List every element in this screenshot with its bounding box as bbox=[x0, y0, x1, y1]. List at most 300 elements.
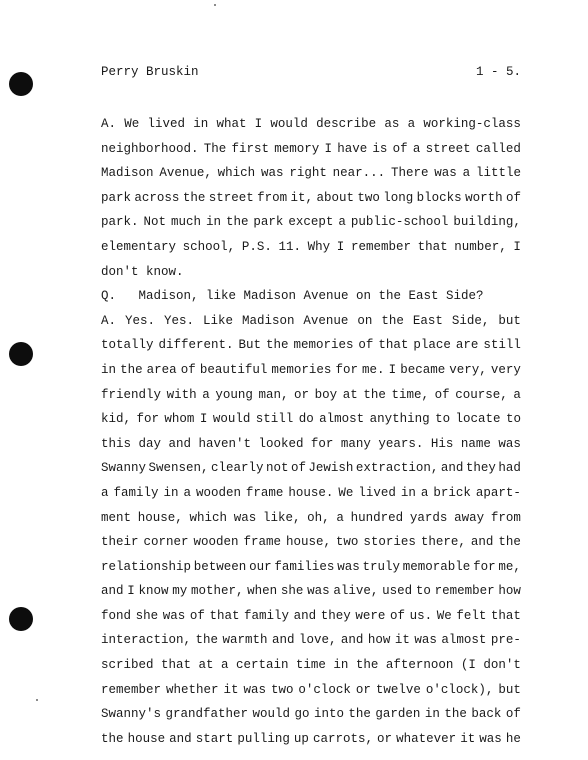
word: very bbox=[490, 362, 521, 377]
word: house. bbox=[288, 485, 334, 500]
word: to bbox=[415, 584, 431, 599]
word: park bbox=[253, 215, 284, 230]
word: became bbox=[400, 362, 446, 377]
word: still bbox=[255, 412, 294, 427]
word: would bbox=[270, 117, 308, 131]
punch-hole-bottom bbox=[9, 607, 33, 631]
word: carrots, bbox=[312, 731, 373, 746]
word: and bbox=[293, 608, 317, 623]
word: wooden bbox=[195, 485, 241, 500]
word: for bbox=[136, 412, 159, 427]
word: had bbox=[498, 461, 521, 476]
word: love, bbox=[298, 633, 337, 648]
word: except bbox=[288, 215, 334, 230]
transcript-line bbox=[101, 530, 521, 555]
word: time, bbox=[391, 387, 429, 402]
word: many bbox=[340, 436, 371, 451]
word: a bbox=[407, 117, 416, 131]
word: 11. bbox=[278, 239, 301, 254]
word: There bbox=[390, 166, 429, 181]
word: this bbox=[101, 436, 132, 451]
scan-speck bbox=[36, 699, 38, 701]
word: they bbox=[320, 608, 351, 623]
word: it bbox=[223, 682, 239, 697]
word: school, bbox=[182, 239, 236, 254]
word: Yes. bbox=[163, 313, 194, 328]
transcript-line: don't know. bbox=[101, 264, 184, 279]
word: a bbox=[513, 387, 521, 402]
word: was bbox=[498, 436, 521, 451]
word: it, bbox=[290, 190, 314, 205]
word: kid, bbox=[101, 412, 132, 427]
word: oh, bbox=[307, 510, 330, 525]
word: of bbox=[392, 141, 408, 156]
word: two bbox=[335, 535, 359, 550]
word: was bbox=[162, 608, 186, 623]
word: Jewish bbox=[308, 461, 354, 476]
word: used bbox=[382, 584, 413, 599]
word: apart- bbox=[475, 485, 521, 500]
word: but bbox=[498, 313, 521, 328]
word: o'clock), bbox=[425, 682, 494, 697]
word: and bbox=[169, 731, 192, 746]
word: whether bbox=[165, 682, 219, 697]
word: me. bbox=[362, 362, 385, 377]
word: the bbox=[381, 313, 404, 328]
word: lived bbox=[358, 485, 396, 500]
word: Swanny bbox=[101, 461, 147, 476]
word: street bbox=[208, 190, 254, 205]
word: locate bbox=[455, 412, 501, 427]
word: Side, bbox=[451, 313, 490, 328]
word: neighborhood. bbox=[101, 141, 199, 156]
word: that bbox=[209, 608, 240, 623]
word: on bbox=[357, 313, 373, 328]
word: course, bbox=[455, 387, 508, 402]
word: don't bbox=[483, 658, 521, 673]
word: almost bbox=[441, 633, 487, 648]
word: the bbox=[101, 731, 124, 746]
word: of bbox=[358, 338, 374, 353]
word: memories bbox=[271, 362, 332, 377]
word: and bbox=[340, 633, 364, 648]
word: I bbox=[254, 117, 263, 131]
word: remember bbox=[101, 682, 162, 697]
word: and bbox=[101, 584, 124, 599]
word: pre- bbox=[490, 633, 521, 648]
word: have bbox=[337, 141, 368, 156]
word: away bbox=[454, 510, 485, 525]
word: that bbox=[490, 608, 521, 623]
word: a bbox=[101, 485, 109, 500]
transcript-line bbox=[101, 407, 521, 432]
word: with bbox=[166, 387, 197, 402]
word: for bbox=[473, 559, 496, 574]
word: felt bbox=[456, 608, 487, 623]
word: pulling bbox=[237, 731, 290, 746]
word: of bbox=[290, 461, 306, 476]
word: East bbox=[412, 313, 443, 328]
word: We bbox=[124, 117, 140, 131]
word: But bbox=[238, 338, 261, 353]
word: The bbox=[203, 141, 227, 156]
word: the bbox=[120, 362, 143, 377]
word: back bbox=[471, 707, 502, 722]
word: looked bbox=[258, 436, 304, 451]
word: hundred bbox=[350, 510, 404, 525]
transcript-line bbox=[101, 161, 521, 186]
word: P.S. bbox=[241, 239, 272, 254]
word: Why bbox=[307, 239, 331, 254]
word: but bbox=[498, 682, 521, 697]
word: Avenue, bbox=[159, 166, 212, 181]
transcript-line bbox=[101, 309, 521, 334]
transcript-line bbox=[101, 383, 521, 408]
word: haven't bbox=[198, 436, 251, 451]
word: about bbox=[316, 190, 354, 205]
word: the bbox=[355, 658, 379, 673]
word: number, bbox=[454, 239, 507, 254]
transcript-line bbox=[101, 628, 521, 653]
transcript-line bbox=[101, 186, 521, 211]
interviewee-name: Perry Bruskin bbox=[101, 65, 199, 79]
word: a bbox=[412, 141, 421, 156]
word: almost bbox=[319, 412, 365, 427]
word: at bbox=[342, 387, 358, 402]
transcript-line bbox=[101, 456, 521, 481]
word: the bbox=[265, 338, 289, 353]
word: stories bbox=[363, 535, 416, 550]
word: interaction, bbox=[101, 633, 192, 648]
word: corner bbox=[143, 535, 189, 550]
word: much bbox=[170, 215, 201, 230]
word: from bbox=[490, 510, 521, 525]
word: warmth bbox=[222, 633, 268, 648]
word: certain bbox=[235, 658, 289, 673]
word: blocks bbox=[416, 190, 462, 205]
word: the bbox=[348, 707, 371, 722]
word: (I bbox=[460, 658, 476, 673]
word: two bbox=[270, 682, 294, 697]
word: Swensen, bbox=[148, 461, 209, 476]
word: house, bbox=[137, 510, 183, 525]
word: whatever bbox=[396, 731, 457, 746]
transcript-line bbox=[101, 653, 521, 678]
word: of bbox=[505, 707, 521, 722]
word: family bbox=[113, 485, 159, 500]
word: grandfather bbox=[165, 707, 248, 722]
word: family bbox=[244, 608, 290, 623]
word: in bbox=[205, 215, 221, 230]
word: His bbox=[430, 436, 454, 451]
word: was bbox=[434, 166, 457, 181]
word: yards bbox=[409, 510, 448, 525]
word: the bbox=[182, 190, 206, 205]
transcript-line bbox=[101, 112, 521, 137]
word: between bbox=[193, 559, 247, 574]
word: that bbox=[417, 239, 448, 254]
word: friendly bbox=[101, 387, 162, 402]
transcript-line bbox=[101, 702, 521, 727]
word: as bbox=[384, 117, 400, 131]
word: in bbox=[424, 707, 440, 722]
word: memory bbox=[274, 141, 320, 156]
page-number: 1 - 5. bbox=[475, 65, 521, 79]
word: my bbox=[172, 584, 188, 599]
word: two bbox=[357, 190, 380, 205]
word: like, bbox=[262, 510, 301, 525]
word: whom bbox=[164, 412, 195, 427]
word: us. bbox=[409, 608, 433, 623]
word: public-school bbox=[350, 215, 449, 230]
word: of bbox=[180, 362, 196, 377]
word: families bbox=[274, 559, 335, 574]
word: up bbox=[293, 731, 309, 746]
word: which bbox=[217, 166, 256, 181]
word: remember bbox=[350, 239, 411, 254]
word: Madison bbox=[101, 166, 154, 181]
word: would bbox=[212, 412, 251, 427]
word: the bbox=[225, 215, 249, 230]
word: there, bbox=[420, 535, 466, 550]
word: near... bbox=[332, 166, 386, 181]
word: wooden bbox=[193, 535, 239, 550]
word: Swanny's bbox=[101, 707, 162, 722]
word: of bbox=[189, 608, 205, 623]
word: describe bbox=[316, 117, 377, 131]
word: lived bbox=[147, 117, 185, 131]
word: Avenue bbox=[303, 313, 349, 328]
word: in bbox=[400, 485, 416, 500]
word: for bbox=[310, 436, 334, 451]
word: do bbox=[298, 412, 314, 427]
word: first bbox=[231, 141, 269, 156]
word: me, bbox=[498, 559, 521, 574]
word: elementary bbox=[101, 239, 177, 254]
word: o'clock bbox=[298, 682, 351, 697]
transcript-line bbox=[101, 727, 521, 752]
transcript-line bbox=[101, 555, 521, 580]
word: not bbox=[265, 461, 289, 476]
word: and bbox=[470, 535, 494, 550]
word: it bbox=[394, 633, 410, 648]
transcript-line bbox=[101, 432, 521, 457]
scan-speck bbox=[214, 4, 216, 6]
word: name bbox=[460, 436, 491, 451]
word: Like bbox=[202, 313, 233, 328]
transcript-line bbox=[101, 481, 521, 506]
word: time bbox=[295, 658, 326, 673]
word: years. bbox=[378, 436, 424, 451]
word: she bbox=[280, 584, 304, 599]
word: what bbox=[216, 117, 247, 131]
word: in bbox=[333, 658, 349, 673]
word: the bbox=[363, 387, 386, 402]
punch-hole-top bbox=[9, 72, 33, 96]
word: to bbox=[435, 412, 451, 427]
word: a bbox=[338, 215, 346, 230]
word: house, bbox=[285, 535, 331, 550]
word: to bbox=[505, 412, 521, 427]
word: remember bbox=[434, 584, 495, 599]
word: of bbox=[389, 608, 405, 623]
word: house bbox=[127, 731, 166, 746]
word: of bbox=[434, 387, 450, 402]
word: park. bbox=[101, 215, 139, 230]
word: I bbox=[324, 141, 332, 156]
word: alive, bbox=[333, 584, 379, 599]
word: mother, bbox=[190, 584, 244, 599]
transcript-line bbox=[101, 235, 521, 260]
word: or bbox=[294, 387, 310, 402]
transcript-line bbox=[101, 358, 521, 383]
word: a bbox=[420, 485, 429, 500]
word: ment bbox=[101, 510, 132, 525]
word: beautiful bbox=[199, 362, 268, 377]
word: was bbox=[260, 166, 284, 181]
word: memorable bbox=[402, 559, 471, 574]
word: and bbox=[271, 633, 295, 648]
word: was bbox=[337, 559, 360, 574]
word: boy bbox=[314, 387, 338, 402]
word: would bbox=[252, 707, 290, 722]
word: day bbox=[138, 436, 161, 451]
word: long bbox=[383, 190, 414, 205]
word: was bbox=[243, 682, 266, 697]
word: was bbox=[233, 510, 257, 525]
word: when bbox=[247, 584, 278, 599]
word: area bbox=[146, 362, 177, 377]
word: the bbox=[444, 707, 467, 722]
transcript-line bbox=[101, 333, 521, 358]
punch-hole-middle bbox=[9, 342, 33, 366]
word: relationship bbox=[101, 559, 192, 574]
word: brick bbox=[433, 485, 471, 500]
word: in bbox=[163, 485, 179, 500]
word: were bbox=[355, 608, 386, 623]
word: across bbox=[134, 190, 180, 205]
word: at bbox=[198, 658, 214, 673]
word: clearly bbox=[210, 461, 264, 476]
transcript-line bbox=[101, 506, 521, 531]
word: in bbox=[101, 362, 117, 377]
word: called bbox=[475, 141, 521, 156]
word: know bbox=[138, 584, 169, 599]
word: very, bbox=[449, 362, 487, 377]
word: a bbox=[202, 387, 210, 402]
transcript-line bbox=[101, 210, 521, 235]
word: A. bbox=[101, 117, 117, 131]
word: memories bbox=[293, 338, 354, 353]
word: in bbox=[193, 117, 209, 131]
word: twelve bbox=[375, 682, 421, 697]
word: I bbox=[388, 362, 397, 377]
word: was bbox=[479, 731, 502, 746]
word: was bbox=[414, 633, 437, 648]
word: A. bbox=[101, 313, 117, 328]
transcript-line bbox=[101, 579, 521, 604]
word: it bbox=[460, 731, 476, 746]
word: I bbox=[336, 239, 345, 254]
word: she bbox=[135, 608, 159, 623]
word: Madison bbox=[241, 313, 295, 328]
transcript-line: Q. Madison, like Madison Avenue on the East Side? bbox=[101, 289, 484, 304]
word: building, bbox=[453, 215, 521, 230]
transcript-body bbox=[101, 112, 521, 751]
word: young bbox=[215, 387, 253, 402]
word: a bbox=[220, 658, 229, 673]
word: garden bbox=[375, 707, 421, 722]
word: right bbox=[289, 166, 327, 181]
transcript-line bbox=[101, 604, 521, 629]
word: I bbox=[127, 584, 135, 599]
word: truly bbox=[362, 559, 400, 574]
word: he bbox=[505, 731, 521, 746]
word: for bbox=[335, 362, 358, 377]
word: Not bbox=[143, 215, 166, 230]
word: working-class bbox=[423, 117, 521, 131]
word: our bbox=[249, 559, 272, 574]
word: the bbox=[195, 633, 218, 648]
word: a bbox=[462, 166, 471, 181]
word: park bbox=[101, 190, 132, 205]
word: We bbox=[436, 608, 452, 623]
word: are bbox=[455, 338, 479, 353]
word: start bbox=[195, 731, 234, 746]
word: that bbox=[378, 338, 409, 353]
word: frame bbox=[245, 485, 284, 500]
word: of bbox=[505, 190, 521, 205]
word: they bbox=[465, 461, 496, 476]
word: the bbox=[498, 535, 521, 550]
word: I bbox=[199, 412, 208, 427]
transcript-line bbox=[101, 137, 521, 162]
word: afternoon bbox=[385, 658, 454, 673]
word: and bbox=[440, 461, 464, 476]
word: man, bbox=[258, 387, 289, 402]
word: a bbox=[336, 510, 344, 525]
word: into bbox=[313, 707, 344, 722]
word: We bbox=[338, 485, 354, 500]
word: or bbox=[377, 731, 393, 746]
word: is bbox=[372, 141, 388, 156]
word: frame bbox=[243, 535, 281, 550]
word: extraction, bbox=[355, 461, 439, 476]
word: go bbox=[294, 707, 310, 722]
word: their bbox=[101, 535, 139, 550]
word: or bbox=[355, 682, 371, 697]
word: which bbox=[189, 510, 227, 525]
word: little bbox=[475, 166, 521, 181]
word: totally bbox=[101, 338, 154, 353]
word: how bbox=[367, 633, 391, 648]
transcript-line bbox=[101, 678, 521, 703]
word: Yes. bbox=[124, 313, 155, 328]
word: and bbox=[168, 436, 191, 451]
word: was bbox=[307, 584, 330, 599]
word: different. bbox=[158, 338, 234, 353]
word: a bbox=[183, 485, 191, 500]
word: I bbox=[513, 239, 521, 254]
word: place bbox=[413, 338, 451, 353]
word: from bbox=[257, 190, 288, 205]
word: anything bbox=[369, 412, 430, 427]
word: street bbox=[425, 141, 471, 156]
word: that bbox=[160, 658, 191, 673]
word: still bbox=[483, 338, 521, 353]
word: scribed bbox=[101, 658, 154, 673]
word: worth bbox=[465, 190, 503, 205]
